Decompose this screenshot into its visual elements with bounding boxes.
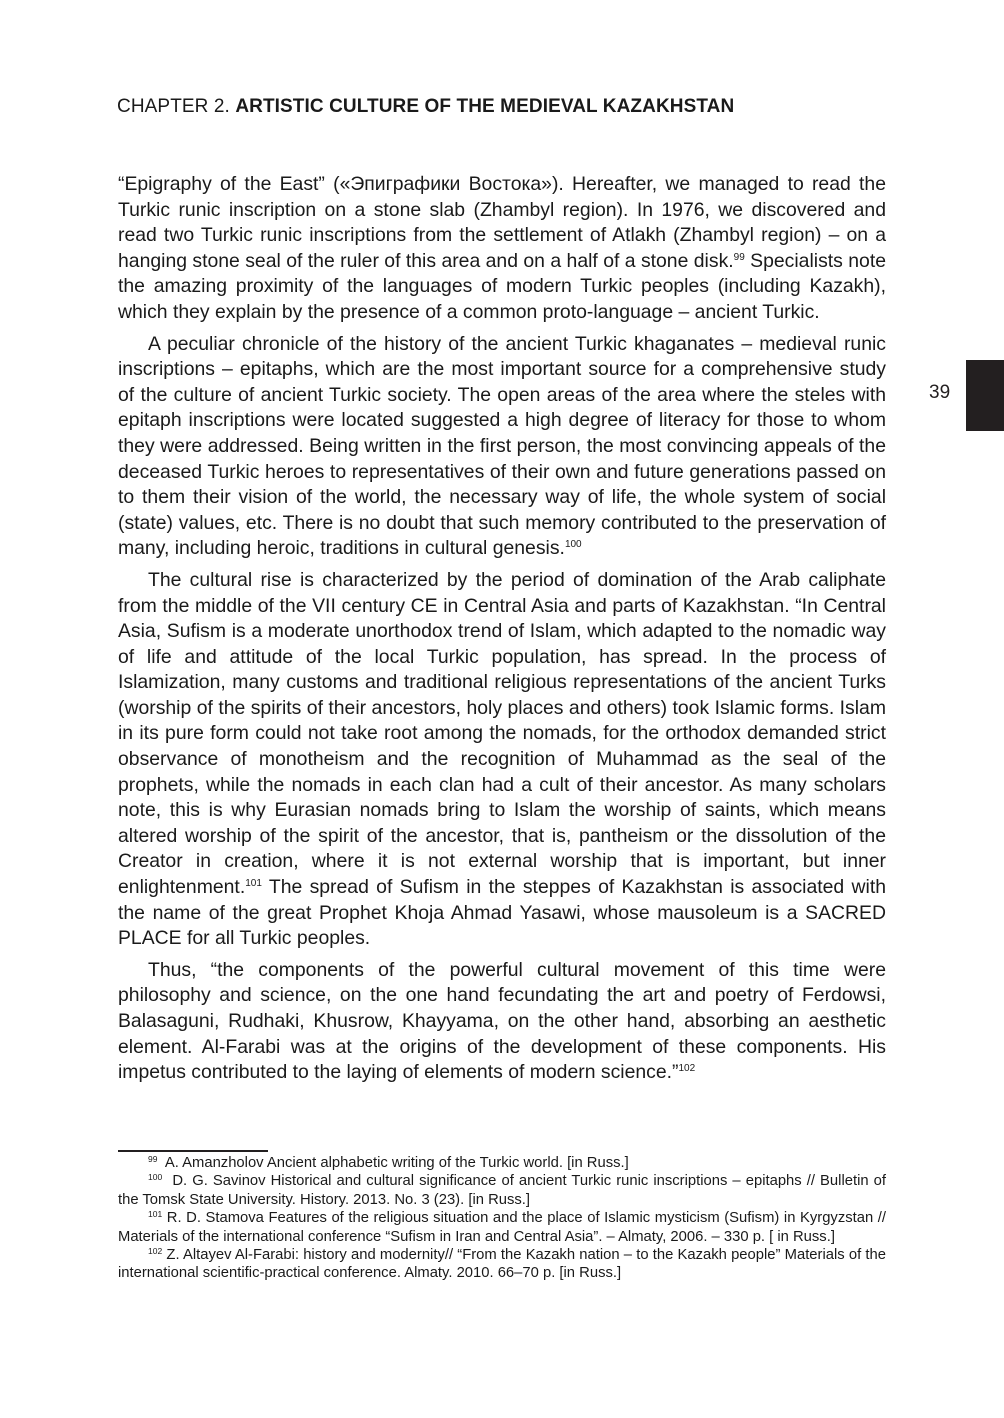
footnote-ref[interactable]: 99 <box>733 251 745 263</box>
footnote-divider <box>118 1150 268 1152</box>
page-number: 39 <box>929 382 951 403</box>
paragraph: The cultural rise is characterized by the period of domination of the Arab caliphate from the middle of the VII century CE in Central Asia and parts of Kazakhstan. “In Central Asia, Sufism is a moderate unorthodox trend of Islam, which adapted to the nomadic way of life and attitude of the local Turkic population, has spread. In the process of Islamization, many customs and traditional religious representations of the ancient Turks (worship of the spirits of their ancestors, holy places and others) took Islamic forms. Islam in its pure form could not take root among the nomads, for the orthodox demanded strict observance of monotheism and the recognition of Muhammad as the seal of the prophets, while the nomads in each clan had a cult of their ancestor. As many scholars note, this is why Eurasian nomads bring to Islam the worship of saints, which means altered worship of the spirit of the ancestor, that is, pantheism or the dissolution of the Creator in creation, where it is not external worship that is important, but inner enlightenment.$^{101}$ The spread of Sufism in the steppes of Kazakhstan is associated with the name of the great Prophet Khoja Ahmad Yasawi, whose mausoleum is a SACRED PLACE for all Turkic peoples. <box>118 568 886 950</box>
footnote-ref[interactable]: 102 <box>678 1063 696 1075</box>
footnote-ref[interactable]: 101 <box>245 878 262 890</box>
paragraph: A peculiar chronicle of the history of the ancient Turkic khaganates – medieval runic inscriptions – epitaphs, which are the most important source for a comprehensive study of the culture of ancient Turkic society. The open areas of the area where the steles with epitaph inscriptions were located suggested a high degree of literacy for those to whom they were addressed. Being written in the first person, the most convincing appeals of the deceased Turkic heroes to representatives of their own and future generations passed on to them their vision of the world, the necessary way of life, the whole system of social (state) values, etc. There is no doubt that such memory contributed to the preservation of many, including heroic, traditions in cultural genesis.$^{100}$ <box>118 332 886 560</box>
running-header <box>117 96 734 118</box>
page-edge-tab <box>966 360 1004 431</box>
footnote: $^{101}$ R. D. Stamova Features of the religious situation and the place of Islamic mysticism (Sufism) in Kyrgyzstan // Materials of the international conference “Sufism in Iran and Central Asia”. – Almaty, 2006. – 330 p. [ in Russ.] <box>118 1209 886 1245</box>
footnote-number: 100 <box>148 1172 163 1183</box>
footnotes <box>118 1154 886 1283</box>
chapter-label: CHAPTER 2. <box>117 96 230 117</box>
paragraph: “Epigraphy of the East” («Эпиграфики Востока»). Hereafter, we managed to read the Turkic runic inscription on a stone slab (Zhambyl region). In 1976, we discovered and read two Turkic runic inscriptions from the settlement of Atlakh (Zhambyl region) – on a hanging stone seal of the ruler of this area and on a half of a stone disk.$^{99}$ Specialists note the amazing proximity of the languages of modern Turkic peoples (including Kazakh), which they explain by the presence of a common proto-language – ancient Turkic. <box>118 173 886 323</box>
footnote-number: 101 <box>148 1209 163 1220</box>
footnote-ref[interactable]: 100 <box>564 539 582 551</box>
footnote: $^{99}$ A. Amanzholov Ancient alphabetic writing of the Turkic world. [in Russ.] <box>148 1154 629 1171</box>
footnote-number: 99 <box>148 1154 158 1164</box>
footnote: $^{100}$ D. G. Savinov Historical and cultural significance of ancient Turkic runic inscriptions – epitaphs // Bulletin of the Tomsk State University. History. 2013. No. 3 (23). [in Russ.] <box>118 1172 886 1208</box>
body-text <box>118 172 886 1092</box>
footnote: $^{102}$ Z. Altayev Al-Farabi: history and modernity// “From the Kazakh nation – to the Kazakh people” Materials of the international scientific-practical conference. Almaty. 2010. 66–70 p. [in Russ.] <box>118 1246 886 1282</box>
chapter-title: ARTISTIC CULTURE OF THE MEDIEVAL KAZAKHSTAN <box>235 96 735 117</box>
footnote-number: 102 <box>148 1246 163 1257</box>
paragraph: Thus, “the components of the powerful cultural movement of this time were philosophy and science, on the one hand fecundating the art and poetry of Ferdowsi, Balasaguni, Rudhaki, Khusrow, Khayyama, on the other hand, absorbing an aesthetic element. Al-Farabi was at the origins of the development of these components. His impetus contributed to the laying of elements of modern science.”$^{102}$ <box>118 958 886 1084</box>
